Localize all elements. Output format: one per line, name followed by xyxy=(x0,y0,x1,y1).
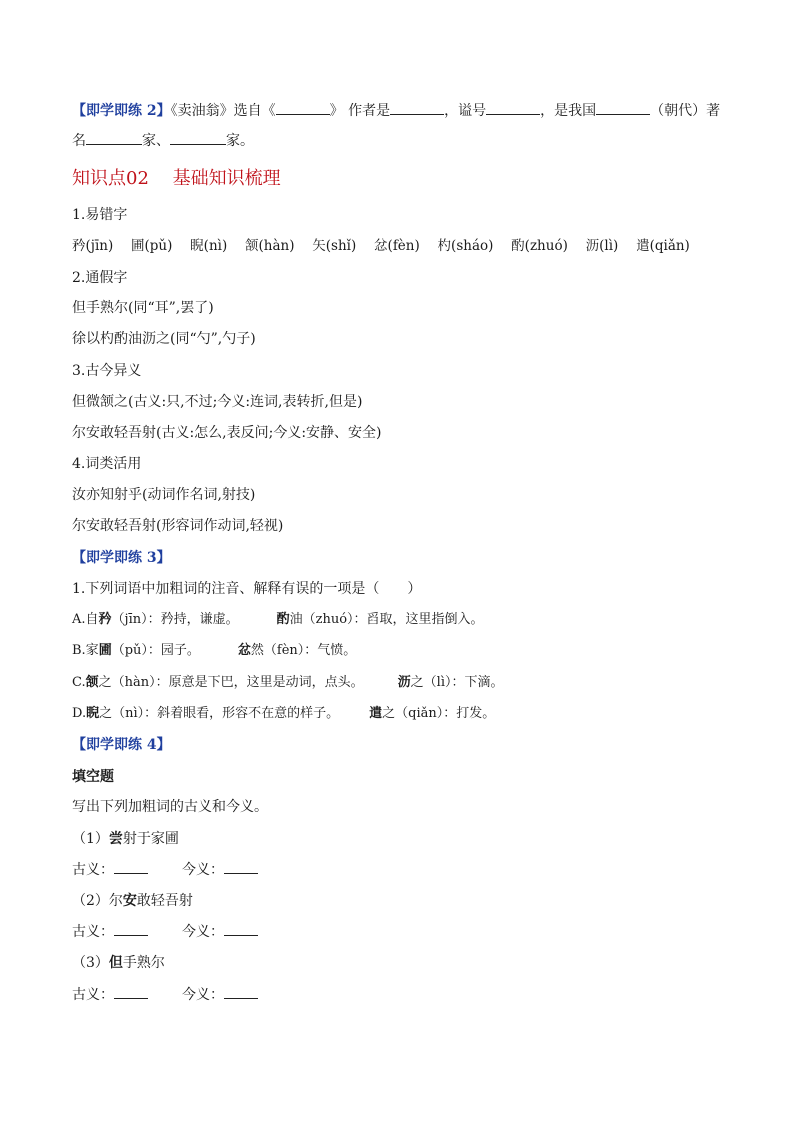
blank-gu-3[interactable] xyxy=(114,985,148,999)
option-text: （jīn）：矜持，谦虚。 xyxy=(111,612,239,627)
blank-field2[interactable] xyxy=(170,131,226,145)
practice4-type: 填空题 xyxy=(72,769,114,785)
blank-jin-1[interactable] xyxy=(224,860,258,874)
option-text: B.家 xyxy=(72,643,99,658)
blank-posthumous-name[interactable] xyxy=(486,101,540,115)
option-text: C. xyxy=(72,675,86,690)
tongjia-heading: 2.通假字 xyxy=(72,270,128,286)
practice2-text: 》 作者是 xyxy=(329,103,391,119)
option-text: 之（nì）：斜着眼看，形容不在意的样子。 xyxy=(99,706,340,721)
easy-wrong-items: 矜(jīn) 圃(pǔ) 睨(nì) 颔(hàn) 矢(shǐ) 忿(fèn) 杓(sháo) 酌(zhuó) 沥(lì) 遣(qiǎn) xyxy=(72,238,690,254)
blank-jin-3[interactable] xyxy=(224,985,258,999)
blank-gu-2[interactable] xyxy=(114,922,148,936)
blank-gu-1[interactable] xyxy=(114,860,148,874)
easy-wrong-heading: 1.易错字 xyxy=(72,207,128,223)
practice4-tag: 【即学即练 4】 xyxy=(72,737,171,753)
practice4-q1 xyxy=(72,829,179,849)
practice2-text: ，是我国 xyxy=(540,103,597,119)
option-c[interactable] xyxy=(72,673,503,693)
option-text: 之（hàn）：原意是下巴，这里是动词，点头。 xyxy=(98,675,364,690)
tongjia-line1: 但手熟尔(同“耳”,罢了) xyxy=(72,300,214,316)
gu-label: 古义： xyxy=(72,924,114,940)
gu-label: 古义： xyxy=(72,862,114,878)
practice2-text: 名 xyxy=(72,133,86,149)
option-text: A.自 xyxy=(72,612,99,627)
bold-word: 安 xyxy=(122,893,137,909)
practice2-text: ，谥号 xyxy=(444,103,487,119)
blank-dynasty[interactable] xyxy=(596,101,650,115)
practice2-line2 xyxy=(72,131,254,151)
bold-word: 酌 xyxy=(276,612,290,627)
option-text: 之（qiǎn）：打发。 xyxy=(382,706,496,721)
option-a[interactable] xyxy=(72,610,484,630)
option-text: 然（fèn）：气愤。 xyxy=(250,643,357,658)
blank-field1[interactable] xyxy=(86,131,142,145)
option-text: D. xyxy=(72,706,87,721)
option-text: 油（zhuó）：舀取，这里指倒入。 xyxy=(289,612,484,627)
bold-word: 尝 xyxy=(108,831,123,847)
guji-line2: 尔安敢轻吾射(古义:怎么,表反问;今义:安静、安全) xyxy=(72,425,382,441)
practice2-text: 《卖油翁》选自《 xyxy=(170,103,276,119)
cilei-line2: 尔安敢轻吾射(形容词作动词,轻视) xyxy=(72,518,284,534)
option-text: 之（lì）：下滴。 xyxy=(410,675,504,690)
q-text: （1） xyxy=(72,831,109,847)
bold-word: 但 xyxy=(108,955,123,971)
answer-row-2 xyxy=(72,922,258,942)
practice3-tag: 【即学即练 3】 xyxy=(72,550,171,566)
option-b[interactable] xyxy=(72,641,356,661)
jin-label: 今义： xyxy=(182,987,224,1003)
practice2-tag: 【即学即练 2】 xyxy=(72,103,171,119)
guji-line1: 但微颔之(古义:只,不过;今义:连词,表转折,但是) xyxy=(72,394,363,410)
cilei-heading: 4.词类活用 xyxy=(72,456,142,472)
bold-word: 忿 xyxy=(237,643,251,658)
bold-word: 矜 xyxy=(98,612,112,627)
blank-source[interactable] xyxy=(276,101,330,115)
practice4-q2 xyxy=(72,891,193,911)
practice4-q3 xyxy=(72,953,165,973)
blank-jin-2[interactable] xyxy=(224,922,258,936)
option-text: （pǔ）：园子。 xyxy=(111,643,200,658)
q-text: （3） xyxy=(72,955,109,971)
practice2-text: 家、 xyxy=(142,133,170,149)
guji-heading: 3.古今异义 xyxy=(72,363,142,379)
q-text: 射于家圃 xyxy=(122,831,179,847)
q-text: 手熟尔 xyxy=(122,955,165,971)
section-heading: 知识点02 基础知识梳理 xyxy=(72,168,281,189)
answer-row-3 xyxy=(72,985,258,1005)
answer-row-1 xyxy=(72,860,258,880)
bold-word: 颔 xyxy=(85,675,99,690)
bold-word: 遣 xyxy=(369,706,383,721)
option-d[interactable] xyxy=(72,704,495,724)
gu-label: 古义： xyxy=(72,987,114,1003)
practice2-line1 xyxy=(72,101,720,121)
q-text: （2）尔 xyxy=(72,893,123,909)
bold-word: 沥 xyxy=(397,675,411,690)
cilei-line1: 汝亦知射乎(动词作名词,射技) xyxy=(72,487,256,503)
bold-word: 圃 xyxy=(98,643,112,658)
jin-label: 今义： xyxy=(182,924,224,940)
practice2-text: 家。 xyxy=(226,133,254,149)
practice3-question: 1.下列词语中加粗词的注音、解释有误的一项是（ ） xyxy=(72,581,422,597)
tongjia-line2: 徐以杓酌油沥之(同“勺”,勺子) xyxy=(72,331,256,347)
practice2-text: （朝代）著 xyxy=(650,103,721,119)
q-text: 敢轻吾射 xyxy=(136,893,193,909)
practice4-instruction: 写出下列加粗词的古义和今义。 xyxy=(72,799,268,815)
jin-label: 今义： xyxy=(182,862,224,878)
bold-word: 睨 xyxy=(86,706,100,721)
blank-author[interactable] xyxy=(390,101,444,115)
